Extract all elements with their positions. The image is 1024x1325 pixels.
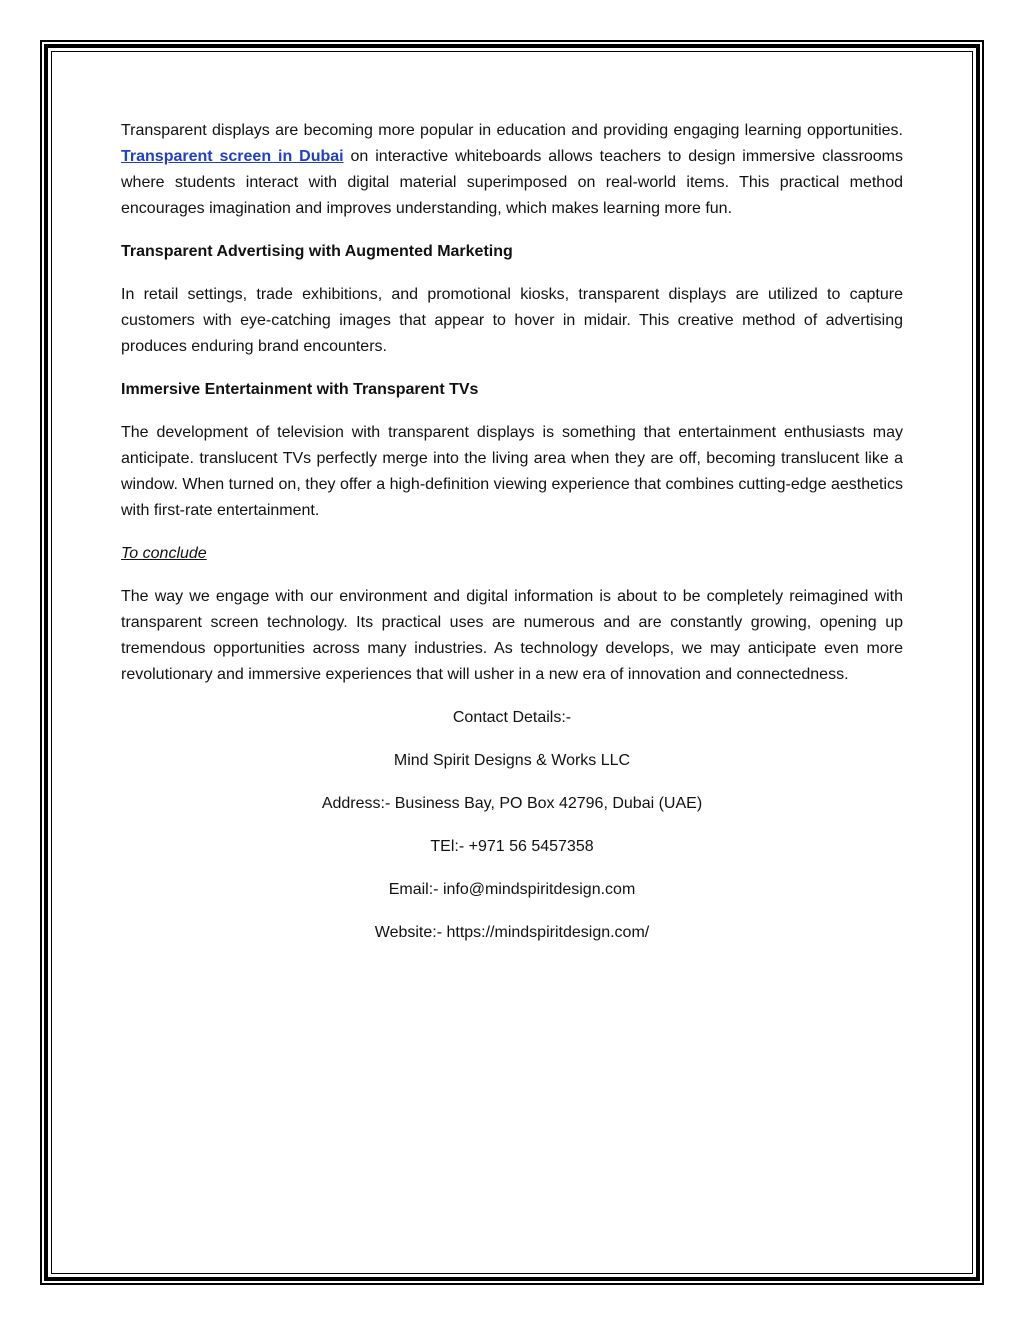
conclusion-heading: To conclude [121,545,207,562]
contact-tel: TEl:- +971 56 5457358 [430,838,594,855]
contact-website: Website:- https://mindspiritdesign.com/ [374,924,650,941]
document-body [121,118,903,963]
entertainment-paragraph: The development of television with transparent displays is something that entertainment enthusiasts may anticipate. translucent TVs perfectly merge into the living area when they are off, becoming translucent like a window. When turned on, they offer a high-definition viewing experience that combines cutting-edge aesthetics with first-rate entertainment. [121,424,903,519]
contact-title: Contact Details:- [452,709,572,726]
intro-text-after-link: on interactive whiteboards allows teachers to design immersive classrooms where students interact with digital material superimposed on real-world items. This practical method encourages imagination and improves understanding, which makes learning more fun. [121,148,903,217]
conclusion-paragraph: The way we engage with our environment and digital information is about to be completely reimagined with transparent screen technology. Its practical uses are numerous and are constantly growing, opening up tremendous opportunities across many industries. As technology develops, we may anticipate even more revolutionary and immersive experiences that will usher in a new era of innovation and connectedness. [121,588,903,683]
contact-company: Mind Spirit Designs & Works LLC [393,752,631,769]
transparent-screen-dubai-link[interactable]: Transparent screen in Dubai [121,148,344,165]
intro-text-before-link: Transparent displays are becoming more popular in education and providing engaging learning opportunities. [121,122,903,139]
contact-address: Address:- Business Bay, PO Box 42796, Dubai (UAE) [321,795,703,812]
contact-email: Email:- info@mindspiritdesign.com [388,881,636,898]
advertising-paragraph: In retail settings, trade exhibitions, and promotional kiosks, transparent displays are utilized to capture customers with eye-catching images that appear to hover in midair. This creative method of advertising produces enduring brand encounters. [121,286,903,355]
section-heading-advertising: Transparent Advertising with Augmented Marketing [121,243,513,260]
section-heading-entertainment: Immersive Entertainment with Transparent TVs [121,381,479,398]
contact-block [121,705,903,946]
intro-paragraph [121,118,903,222]
